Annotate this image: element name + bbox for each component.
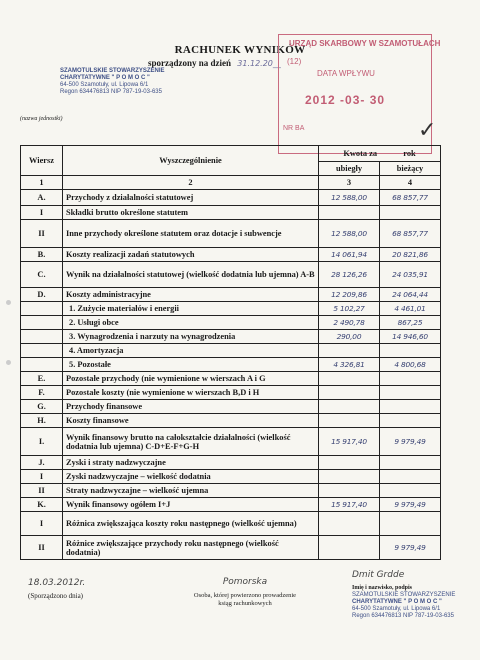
table-row [21,302,441,316]
row-code: H. [21,414,63,428]
row-code: K. [21,498,63,512]
row-value-current-year: 24 035,91 [380,262,441,288]
row-code: E. [21,372,63,386]
row-label: Wynik finansowy ogółem I+J [63,498,319,512]
row-value-previous-year [319,414,380,428]
punch-hole [6,360,11,365]
row-value-previous-year [319,512,380,536]
row-value-previous-year [319,386,380,400]
table-row [21,190,441,206]
bookkeeper-signature: Pomorska [222,577,268,587]
table-row [21,470,441,484]
row-value-previous-year: 2 490,78 [319,316,380,330]
row-value-current-year [380,206,441,220]
row-code: D. [21,288,63,302]
row-code: I [21,206,63,220]
table-row [21,456,441,470]
tax-office-nr: NR BA [283,125,305,132]
row-value-previous-year [319,484,380,498]
row-value-current-year: 24 064,44 [380,288,441,302]
row-value-current-year: 9 979,49 [380,428,441,456]
row-value-previous-year [319,206,380,220]
row-label: Różnica zwiększająca koszty roku następnego (wielkość ujemna) [63,512,319,536]
row-value-previous-year: 12 588,00 [319,190,380,206]
table-row [21,400,441,414]
row-value-current-year [380,414,441,428]
signatory-label: Imię i nazwisko, podpis [352,585,413,591]
table-row [21,428,441,456]
punch-hole [6,300,11,305]
row-code: C. [21,262,63,288]
tax-office-name: URZĄD SKARBOWY W SZAMOTUŁACH [289,39,441,48]
row-code [21,330,63,344]
row-code: G. [21,400,63,414]
signatory-stamp-line3: 64-500 Szamotuły, ul. Lipowa 6/1 [352,606,441,612]
row-label: Koszty administracyjne [63,288,319,302]
header-kwota-label: Kwota za [343,149,378,158]
prepared-on-line [148,58,281,68]
table-row [21,344,441,358]
row-value-previous-year: 5 102,27 [319,302,380,316]
row-code [21,344,63,358]
row-label: Przychody finansowe [63,400,319,414]
org-stamp-line4: Regon 634476813 NIP 787-19-03-635 [60,89,162,95]
unit-name-label: (nazwa jednostki) [20,116,63,122]
table-row [21,330,441,344]
signatory-stamp-line4: Regon 634476813 NIP 787-19-03-635 [352,613,454,619]
table-row [21,288,441,302]
row-value-current-year: 867,25 [380,316,441,330]
row-code [21,302,63,316]
row-label: Pozostałe koszty (nie wymienione w wierszach B,D i H [63,386,319,400]
header-num-2: 2 [63,176,319,190]
table-row [21,372,441,386]
receipt-date: 2012 -03- 30 [305,93,386,107]
header-kwota [319,146,441,162]
header-rok-label: rok [403,149,416,158]
row-value-current-year [380,386,441,400]
table-row [21,386,441,400]
row-label: Straty nadzwyczajne – wielkość ujemna [63,484,319,498]
row-code: II [21,536,63,560]
row-value-current-year: 20 821,86 [380,248,441,262]
row-value-current-year [380,484,441,498]
check-mark-icon: ✓ [418,118,437,143]
row-value-current-year [380,512,441,536]
row-label: Inne przychody określone statutem oraz dotacje i subwencje [63,220,319,248]
row-value-current-year: 9 979,49 [380,498,441,512]
table-row [21,248,441,262]
row-label: 1. Zużycie materiałów i energii [63,302,319,316]
row-code: I [21,470,63,484]
table-row [21,206,441,220]
row-code: J. [21,456,63,470]
signatory-stamp-line1: SZAMOTULSKIE STOWARZYSZENIE [352,592,456,598]
organization-stamp [60,68,165,96]
signatory-stamp-line2: CHARYTATYWNE " P O M O C " [352,599,442,605]
row-value-previous-year: 28 126,26 [319,262,380,288]
row-label: Koszty realizacji zadań statutowych [63,248,319,262]
row-label: 5. Pozostałe [63,358,319,372]
row-code: A. [21,190,63,206]
row-value-previous-year [319,372,380,386]
row-value-previous-year: 12 588,00 [319,220,380,248]
row-value-current-year: 4 461,01 [380,302,441,316]
row-value-previous-year: 15 917,40 [319,498,380,512]
row-value-previous-year: 4 326,81 [319,358,380,372]
tax-office-stamp [278,34,441,154]
row-value-current-year [380,400,441,414]
org-stamp-line1: SZAMOTULSKIE STOWARZYSZENIE [60,68,165,74]
table-row [21,262,441,288]
row-code: F. [21,386,63,400]
row-label: Pozostałe przychody (nie wymienione w wierszach A i G [63,372,319,386]
row-code: II [21,220,63,248]
bookkeeper-label-1: Osoba, której powierzono prowadzenie [193,592,297,599]
row-label: Zyski nadzwyczajne – wielkość dodatnia [63,470,319,484]
prepared-on-label: (Sporządzono dnia) [28,592,84,600]
header-num-1: 1 [21,176,63,190]
org-stamp-line2: CHARYTATYWNE " P O M O C " [60,75,150,81]
table-row [21,220,441,248]
row-code: B. [21,248,63,262]
row-value-current-year: 4 800,68 [380,358,441,372]
header-wiersz: Wiersz [21,146,63,176]
row-value-previous-year [319,344,380,358]
results-table [20,145,441,560]
row-code [21,358,63,372]
tax-office-code: (12) [287,57,302,66]
row-code: II [21,484,63,498]
row-value-current-year: 68 857,77 [380,190,441,206]
signatory-signature: Dmit Grdde [352,570,405,580]
document-title: RACHUNEK WYNIKÓW [174,44,306,56]
row-value-previous-year: 15 917,40 [319,428,380,456]
table-row [21,498,441,512]
row-value-previous-year [319,456,380,470]
table-row [21,536,441,560]
row-value-previous-year: 290,00 [319,330,380,344]
table-row [21,512,441,536]
row-value-current-year [380,456,441,470]
prepared-on-date: 18.03.2012r. [28,578,86,588]
row-value-current-year [380,344,441,358]
row-value-current-year: 14 946,60 [380,330,441,344]
table-row [21,358,441,372]
prepared-on-footer [28,578,85,600]
table-row [21,414,441,428]
prepared-date: 31.12.20__ [237,59,281,68]
row-code [21,316,63,330]
header-wyszczegolnienie: Wyszczególnienie [63,146,319,176]
row-label: Zyski i straty nadzwyczajne [63,456,319,470]
row-code: I [21,512,63,536]
row-label: Składki brutto określone statutem [63,206,319,220]
bookkeeper-label-2: ksiąg rachunkowych [218,600,272,607]
table-row [21,484,441,498]
bookkeeper-footer [170,578,320,608]
row-value-previous-year: 14 061,94 [319,248,380,262]
org-stamp-line3: 64-500 Szamotuły, ul. Lipowa 6/1 [60,82,149,88]
row-label: Różnice zwiększające przychody roku następnego (wielkość dodatnia) [63,536,319,560]
header-ubiegly: ubiegły [319,162,380,176]
row-label: 2. Usługi obce [63,316,319,330]
row-value-previous-year [319,400,380,414]
row-value-previous-year: 12 209,86 [319,288,380,302]
signatory-footer [352,572,455,620]
row-value-current-year: 68 857,77 [380,220,441,248]
header-num-4: 4 [380,176,441,190]
row-value-current-year: 9 979,49 [380,536,441,560]
row-label: Wynik finansowy brutto na całokształcie działalności (wielkość dodatnia lub ujemna) C-D+E-F+G-H [63,428,319,456]
header-biezacy: bieżący [380,162,441,176]
row-label: 3. Wynagrodzenia i narzuty na wynagrodzenia [63,330,319,344]
row-label: Wynik na działalności statutowej (wielkość dodatnia lub ujemna) A-B [63,262,319,288]
row-value-current-year [380,470,441,484]
prepared-label: sporządzony na dzień [148,58,232,68]
receipt-date-label: DATA WPŁYWU [317,69,375,78]
row-value-previous-year [319,470,380,484]
row-label: Przychody z działalności statutowej [63,190,319,206]
header-num-3: 3 [319,176,380,190]
row-label: 4. Amortyzacja [63,344,319,358]
row-value-current-year [380,372,441,386]
row-code: I. [21,428,63,456]
row-label: Koszty finansowe [63,414,319,428]
table-row [21,316,441,330]
row-value-previous-year [319,536,380,560]
